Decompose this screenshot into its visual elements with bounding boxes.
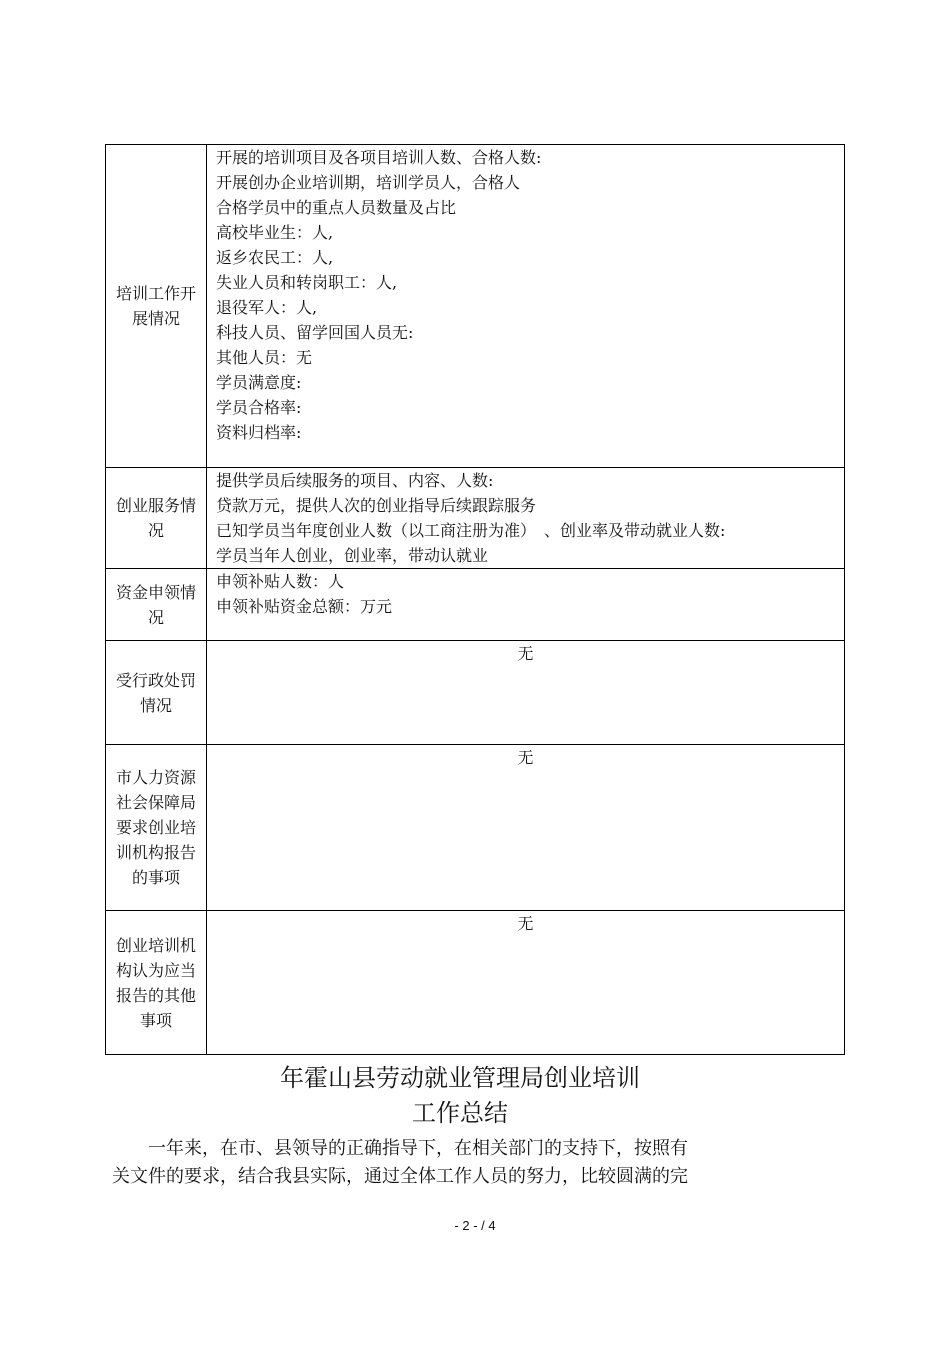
row-label: 培训工作开展情况 [106,145,207,468]
table-row [106,145,845,468]
row-content [207,145,845,468]
content-line: 合格学员中的重点人员数量及占比 [216,198,457,217]
content-line: 开展创办企业培训期，培训学员人，合格人 [216,173,521,192]
summary-paragraph [112,1135,792,1191]
page-number: - 2 - / 4 [454,1218,496,1233]
row-label: 创业服务情况 [106,468,207,569]
row-label: 市人力资源社会保障局要求创业培训机构报告的事项 [106,745,207,911]
content-line: 其他人员：无 [216,348,313,367]
paragraph-line: 关文件的要求，结合我县实际，通过全体工作人员的努力，比较圆满的完 [112,1166,688,1187]
row-content [207,569,845,641]
table-row [106,911,845,1055]
content-line: 申领补贴资金总额：万元 [216,597,393,616]
content-line: 提供学员后续服务的项目、内容、人数: [216,471,494,490]
content-line: 学员合格率: [216,398,302,417]
content-line: 开展的培训项目及各项目培训人数、合格人数: [216,148,542,167]
row-label: 资金申领情况 [106,569,207,641]
row-value: 无 [207,641,845,745]
table-row [106,468,845,569]
content-line: 返乡农民工：人, [216,248,334,267]
row-label: 创业培训机构认为应当报告的其他事项 [106,911,207,1055]
content-line: 高校毕业生：人, [216,223,334,242]
row-content [207,468,845,569]
content-line: 学员满意度: [216,373,302,392]
table-row [106,569,845,641]
content-line: 资料归档率: [216,423,302,442]
table-row [106,641,845,745]
content-line: 退役军人：人, [216,298,318,317]
content-line: 贷款万元，提供人次的创业指导后续跟踪服务 [216,496,537,515]
row-value: 无 [207,911,845,1055]
content-line: 失业人员和转岗职工：人, [216,273,398,292]
content-line: 学员当年人创业，创业率，带动认就业 [216,546,489,565]
content-line: 已知学员当年度创业人数（以工商注册为准） 、创业率及带动就业人数: [216,521,726,540]
content-line: 申领补贴人数：人 [216,572,345,591]
document-title: 年霍山县劳动就业管理局创业培训 [280,1064,640,1092]
paragraph-line: 一年来，在市、县领导的正确指导下，在相关部门的支持下，按照有 [112,1138,688,1159]
row-label: 受行政处罚情况 [106,641,207,745]
document-subtitle: 工作总结 [412,1099,508,1127]
row-value: 无 [207,745,845,911]
report-table [105,144,845,1055]
content-line: 科技人员、留学回国人员无: [216,323,414,342]
table-row [106,745,845,911]
